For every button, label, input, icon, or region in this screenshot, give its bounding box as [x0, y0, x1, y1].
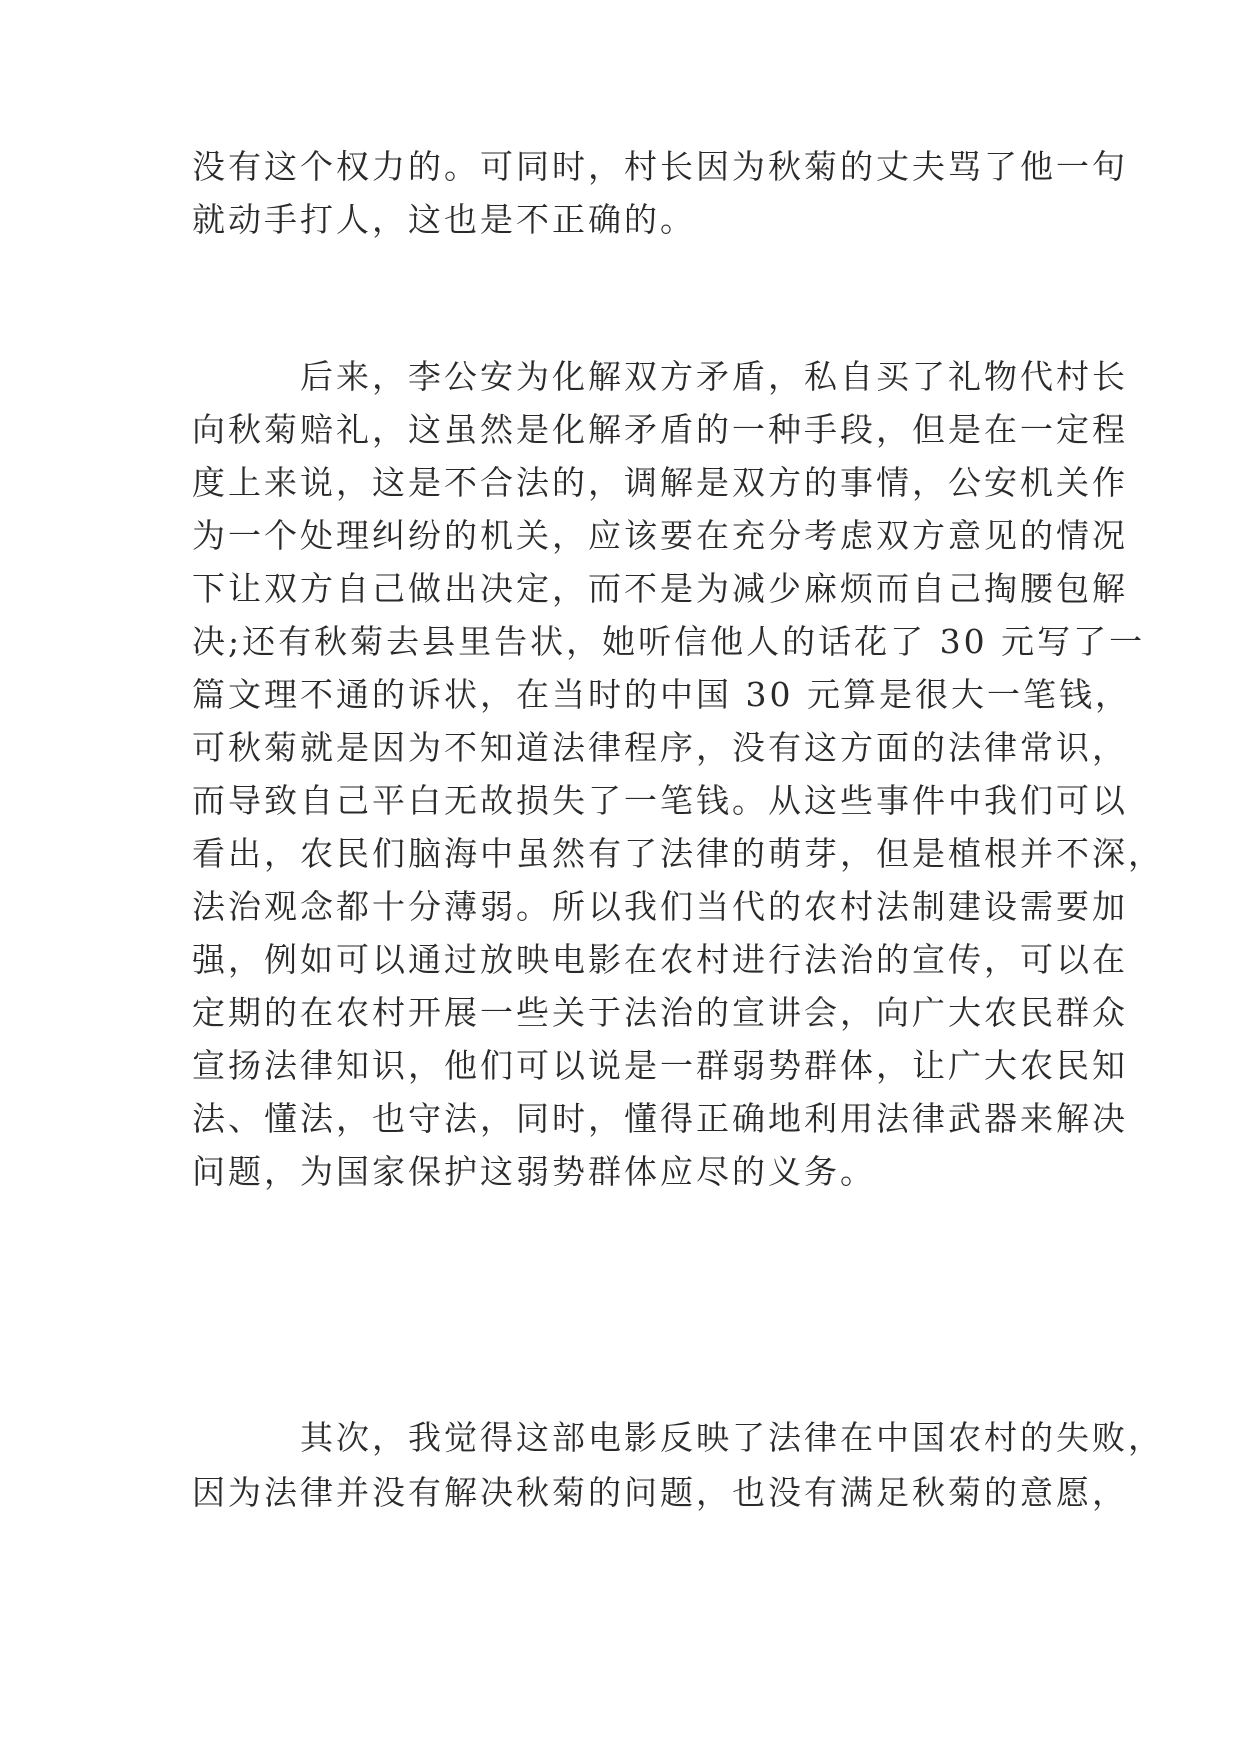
text-line: 宣扬法律知识，他们可以说是一群弱势群体，让广大农民知 — [192, 1046, 1128, 1085]
text-line: 强，例如可以通过放映电影在农村进行法治的宣传，可以在 — [192, 940, 1128, 979]
text-line: 为一个处理纠纷的机关，应该要在充分考虑双方意见的情况 — [192, 516, 1128, 555]
text-line: 就动手打人，这也是不正确的。 — [192, 200, 696, 239]
text-line: 而导致自己平白无故损失了一笔钱。从这些事件中我们可以 — [192, 781, 1128, 820]
text-line: 向秋菊赔礼，这虽然是化解矛盾的一种手段，但是在一定程 — [192, 410, 1128, 449]
text-line: 定期的在农村开展一些关于法治的宣讲会，向广大农民群众 — [192, 993, 1128, 1032]
text-line: 法、懂法，也守法，同时，懂得正确地利用法律武器来解决 — [192, 1099, 1128, 1138]
text-line: 篇文理不通的诉状，在当时的中国 30 元算是很大一笔钱， — [192, 675, 1131, 714]
text-line: 决;还有秋菊去县里告状，她听信他人的话花了 30 元写了一 — [192, 622, 1146, 661]
text-line: 问题，为国家保护这弱势群体应尽的义务。 — [192, 1152, 876, 1191]
text-line: 没有这个权力的。可同时，村长因为秋菊的丈夫骂了他一句 — [192, 147, 1128, 186]
text-line: 可秋菊就是因为不知道法律程序，没有这方面的法律常识， — [192, 728, 1128, 767]
text-line: 法治观念都十分薄弱。所以我们当代的农村法制建设需要加 — [192, 887, 1128, 926]
text-line: 下让双方自己做出决定，而不是为减少麻烦而自己掏腰包解 — [192, 569, 1128, 608]
text-line: 看出，农民们脑海中虽然有了法律的萌芽，但是植根并不深， — [192, 834, 1164, 873]
text-line: 度上来说，这是不合法的，调解是双方的事情，公安机关作 — [192, 463, 1128, 502]
text-line: 后来，李公安为化解双方矛盾，私自买了礼物代村长 — [300, 357, 1128, 396]
text-line: 因为法律并没有解决秋菊的问题，也没有满足秋菊的意愿， — [192, 1473, 1128, 1512]
text-line: 其次，我觉得这部电影反映了法律在中国农村的失败， — [300, 1418, 1164, 1457]
